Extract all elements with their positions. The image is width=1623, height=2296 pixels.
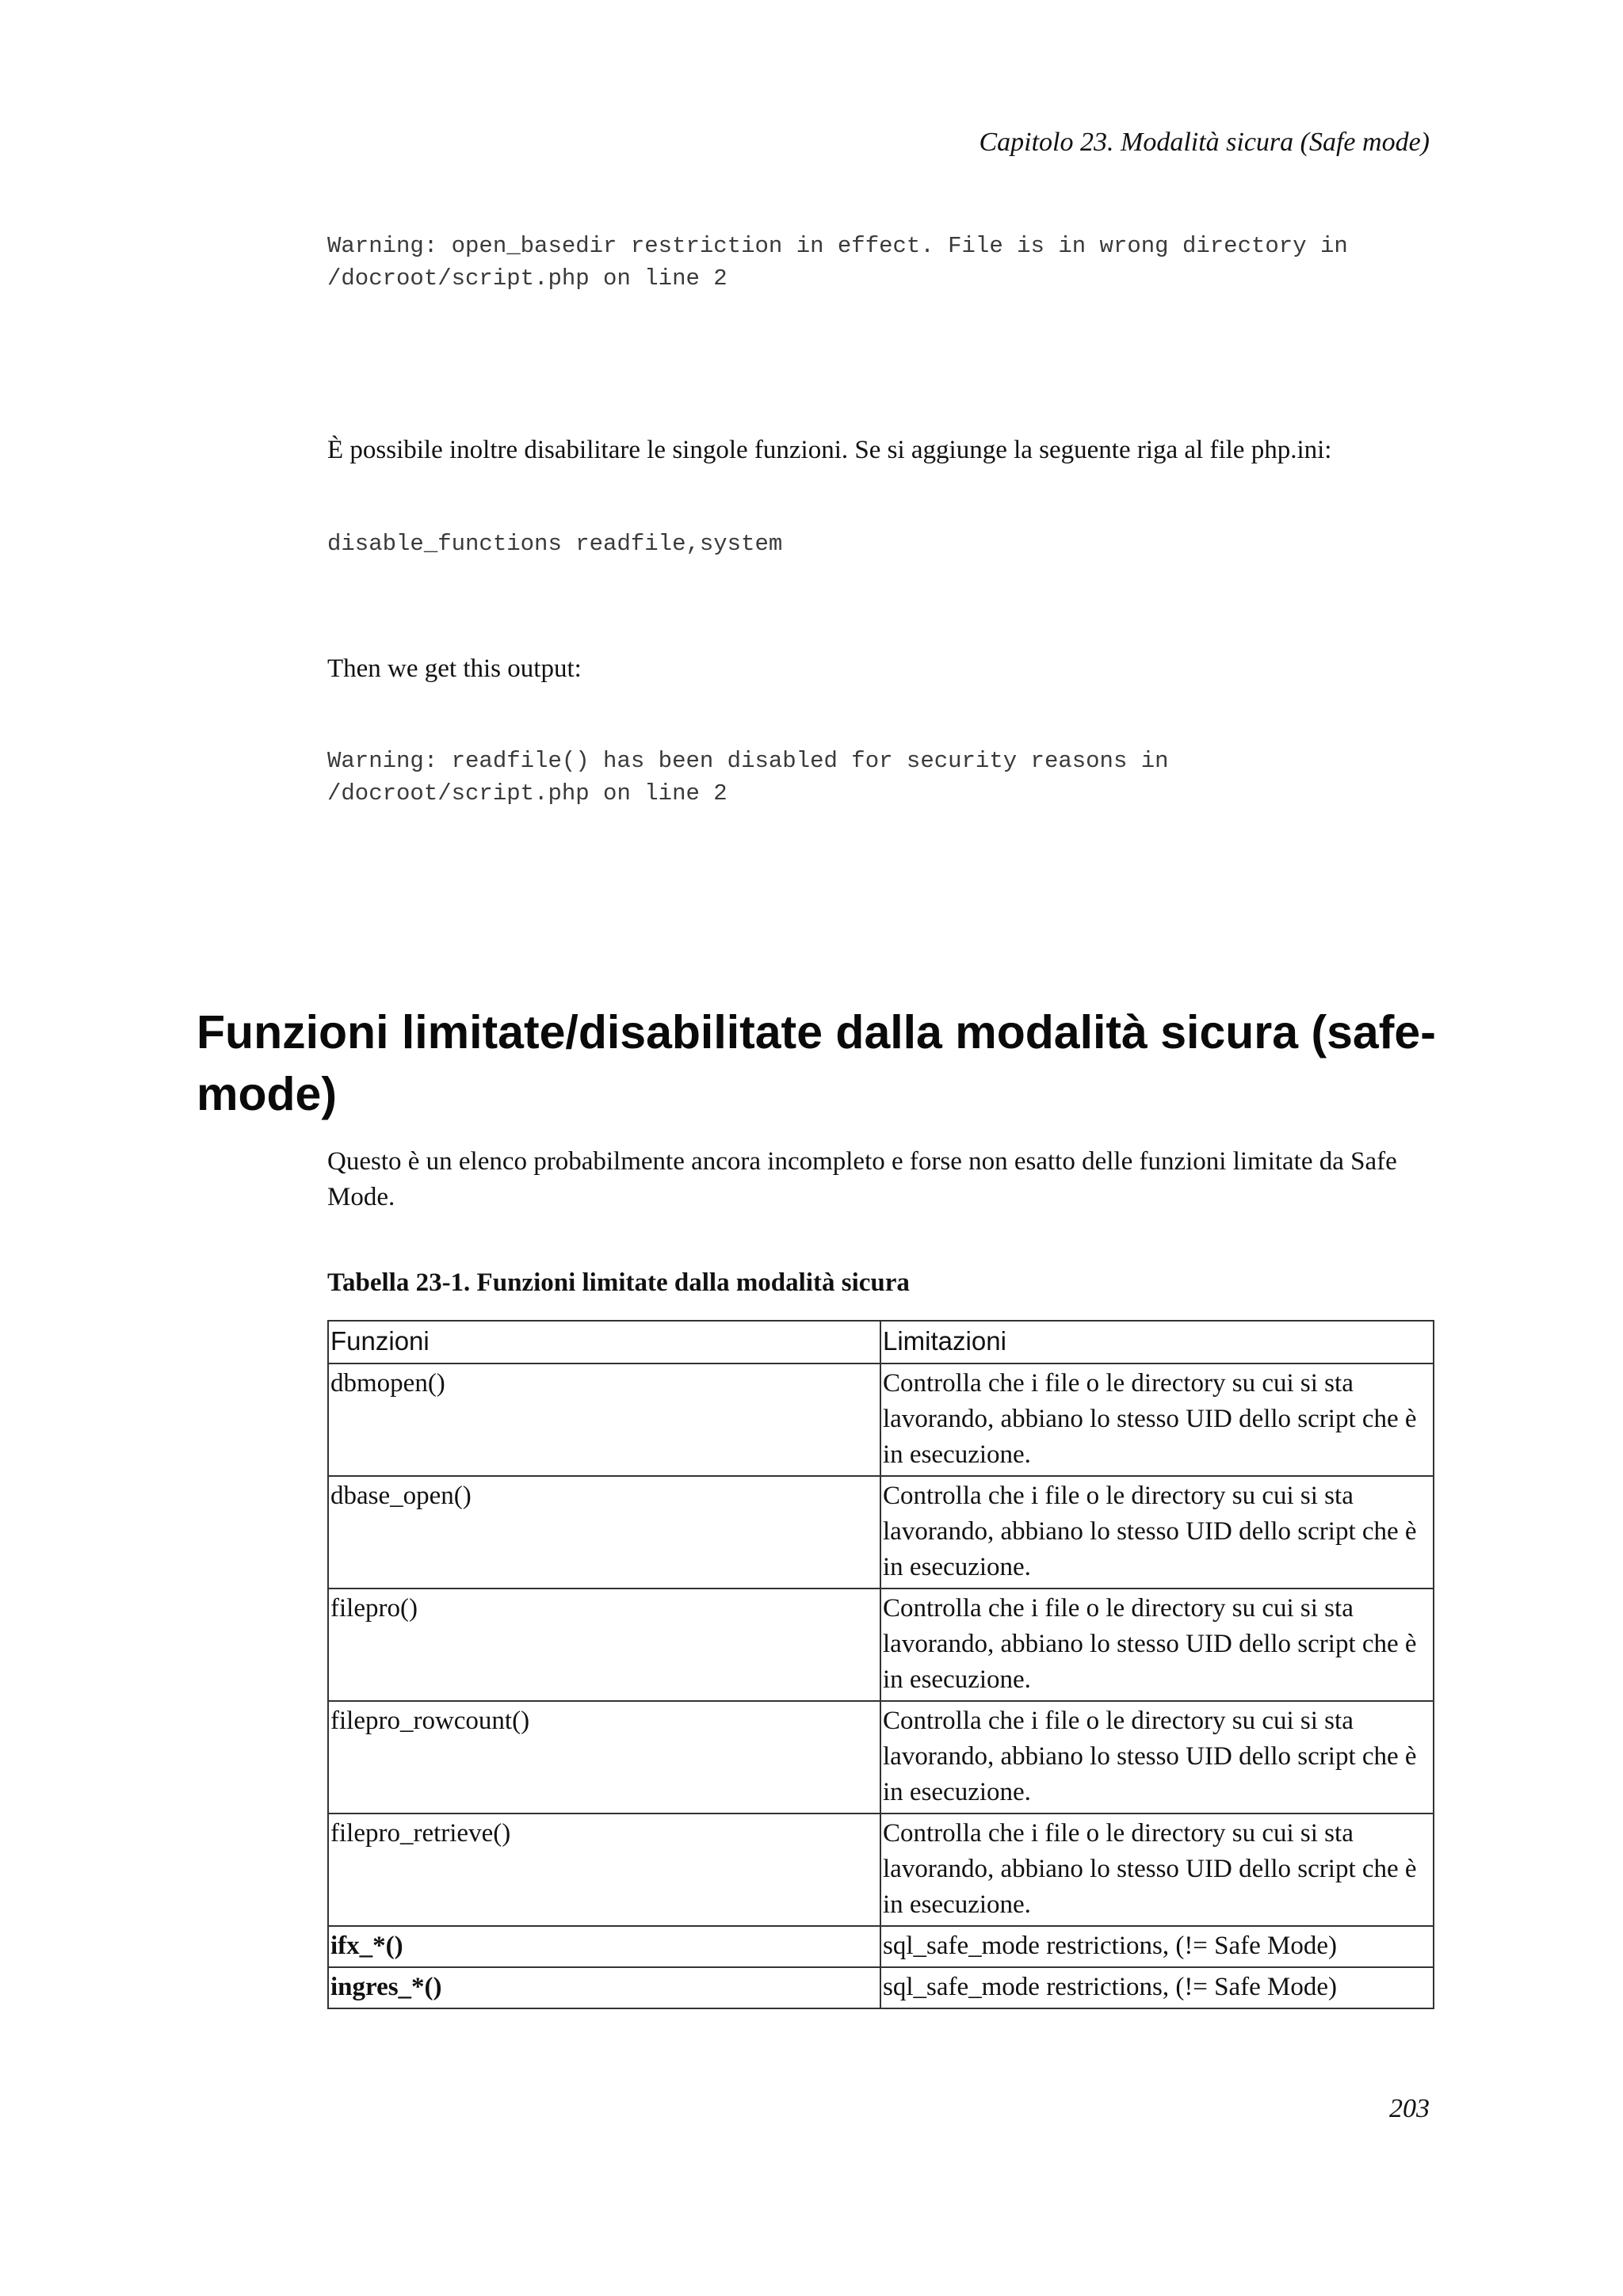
table-row [328,1476,1434,1589]
function-cell: filepro_retrieve() [328,1814,880,1926]
code-block-readfile-warning: Warning: readfile() has been disabled for security reasons in /docroot/script.php on line 2 [327,748,1169,807]
paragraph-output: Then we get this output: [327,654,582,683]
limitation-cell: sql_safe_mode restrictions, (!= Safe Mode) [880,1926,1434,1967]
table-row [328,1363,1434,1476]
function-cell: filepro_rowcount() [328,1701,880,1814]
limitation-cell: Controlla che i file o le directory su cui si sta lavorando, abbiano lo stesso UID dello script che è in esecuzione. [880,1363,1434,1476]
table-row [328,1926,1434,1967]
section-heading: Funzioni limitate/disabilitate dalla modalità sicura (safe-mode) [197,1006,1436,1120]
table-header-row [328,1321,1434,1363]
function-cell: dbase_open() [328,1476,880,1589]
section-intro-paragraph: Questo è un elenco probabilmente ancora incompleto e forse non esatto delle funzioni limitate da Safe Mode. [327,1147,1397,1211]
function-cell: dbmopen() [328,1363,880,1476]
table-row [328,1701,1434,1814]
function-cell: filepro() [328,1589,880,1701]
functions-table [327,1320,1434,2009]
function-cell: ingres_*() [328,1967,880,2008]
page-number: 203 [1389,2094,1430,2123]
code-block-open-basedir-warning: Warning: open_basedir restriction in effect. File is in wrong directory in /docroot/script.php on line 2 [327,233,1348,292]
table-row [328,1967,1434,2008]
table-row [328,1589,1434,1701]
column-header-funzioni: Funzioni [328,1321,880,1363]
code-block-disable-functions: disable_functions readfile,system [327,531,783,557]
limitation-cell: Controlla che i file o le directory su cui si sta lavorando, abbiano lo stesso UID dello script che è in esecuzione. [880,1701,1434,1814]
limitation-cell: Controlla che i file o le directory su cui si sta lavorando, abbiano lo stesso UID dello script che è in esecuzione. [880,1814,1434,1926]
table-row [328,1814,1434,1926]
limitation-cell: Controlla che i file o le directory su cui si sta lavorando, abbiano lo stesso UID dello script che è in esecuzione. [880,1589,1434,1701]
table-caption: Tabella 23-1. Funzioni limitate dalla modalità sicura [327,1268,910,1297]
running-header: Capitolo 23. Modalità sicura (Safe mode) [979,128,1430,157]
limitation-cell: sql_safe_mode restrictions, (!= Safe Mode) [880,1967,1434,2008]
column-header-limitazioni: Limitazioni [880,1321,1434,1363]
limitation-cell: Controlla che i file o le directory su cui si sta lavorando, abbiano lo stesso UID dello script che è in esecuzione. [880,1476,1434,1589]
paragraph-disable-functions: È possibile inoltre disabilitare le singole funzioni. Se si aggiunge la seguente riga al file php.ini: [327,436,1332,464]
function-cell: ifx_*() [328,1926,880,1967]
